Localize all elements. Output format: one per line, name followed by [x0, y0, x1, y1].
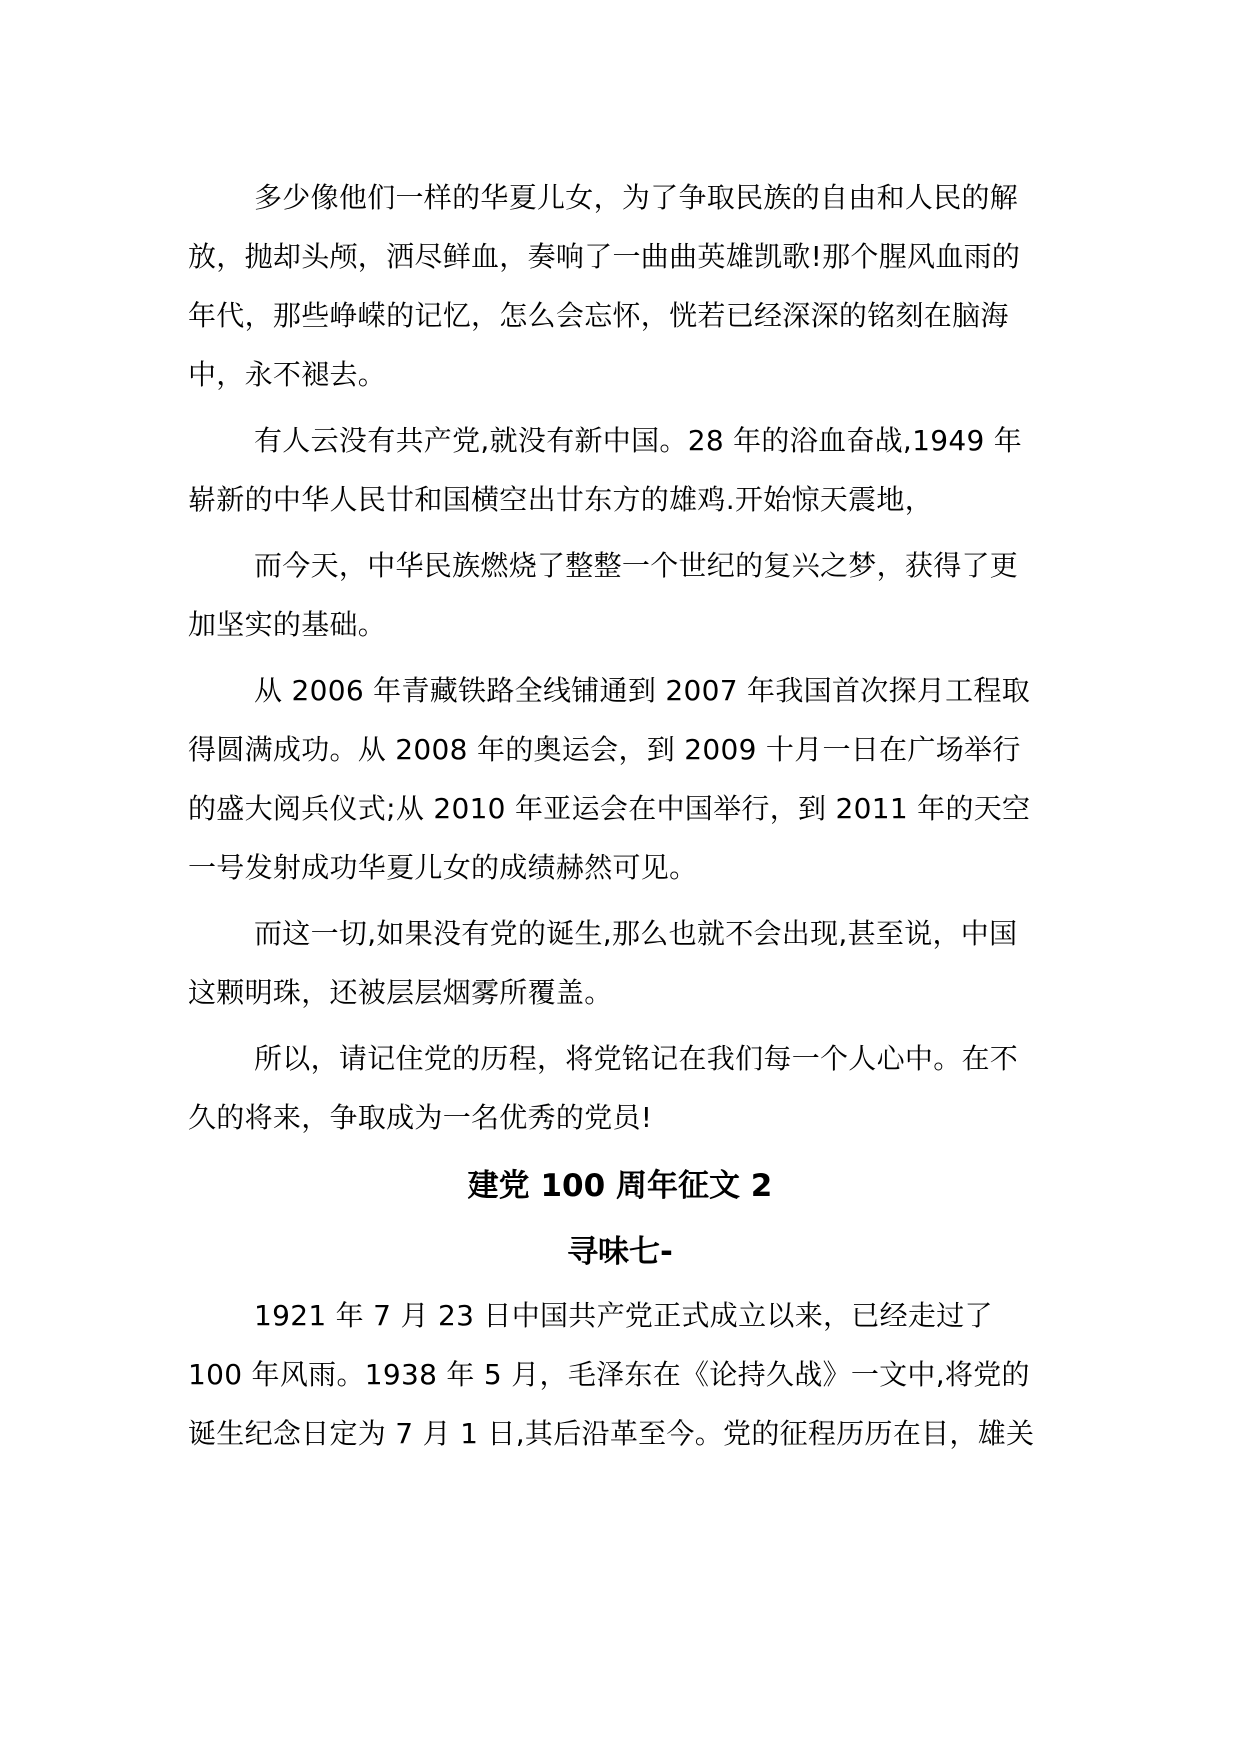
paragraph-5-line-1: 而这一切,如果没有党的诞生,那么也就不会出现,甚至说，中国 [254, 917, 1018, 950]
paragraph-3-line-2: 加坚实的基础。 [188, 608, 387, 641]
paragraph-6-line-1: 所以，请记住党的历程，将党铭记在我们每一个人心中。在不 [254, 1042, 1019, 1075]
paragraph-4-line-3: 的盛大阅兵仪式;从 2010 年亚运会在中国举行，到 2011 年的天空 [188, 792, 1031, 825]
paragraph-1-line-3: 年代，那些峥嵘的记忆，怎么会忘怀，恍若已经深深的铭刻在脑海 [188, 299, 1009, 332]
paragraph-3-line-1: 而今天，中华民族燃烧了整整一个世纪的复兴之梦，获得了更 [254, 549, 1019, 582]
paragraph-1-line-4: 中，永不褪去。 [188, 358, 387, 391]
paragraph-6-line-2: 久的将来，争取成为一名优秀的党员! [188, 1101, 653, 1134]
paragraph-7-line-2: 100 年风雨。1938 年 5 月，毛泽东在《论持久战》一文中,将党的 [188, 1358, 1030, 1391]
paragraph-5-line-2: 这颗明珠，还被层层烟雾所覆盖。 [188, 976, 613, 1009]
paragraph-7-line-3: 诞生纪念日定为 7 月 1 日,其后沿革至今。党的征程历历在目，雄关 [188, 1417, 1035, 1450]
article-subheading: 寻味七- [567, 1234, 673, 1270]
paragraph-2-line-2: 崭新的中华人民廿和国横空出廿东方的雄鸡.开始惊天震地， [188, 483, 934, 516]
paragraph-1-line-2: 放，抛却头颅，洒尽鲜血，奏响了一曲曲英雄凯歌!那个腥风血雨的 [188, 240, 1021, 273]
paragraph-4-line-1: 从 2006 年青藏铁路全线铺通到 2007 年我国首次探月工程取 [254, 674, 1031, 707]
paragraph-7-line-1: 1921 年 7 月 23 日中国共产党正式成立以来，已经走过了 [254, 1299, 993, 1332]
article-heading: 建党 100 周年征文 2 [467, 1168, 773, 1204]
paragraph-1-line-1: 多少像他们一样的华夏儿女，为了争取民族的自由和人民的解 [254, 181, 1019, 214]
paragraph-4-line-4: 一号发射成功华夏儿女的成绩赫然可见。 [188, 851, 698, 884]
paragraph-2-line-1: 有人云没有共产党,就没有新中国。28 年的浴血奋战,1949 年 [254, 424, 1023, 457]
paragraph-4-line-2: 得圆满成功。从 2008 年的奥运会，到 2009 十月一日在广场举行 [188, 733, 1021, 766]
